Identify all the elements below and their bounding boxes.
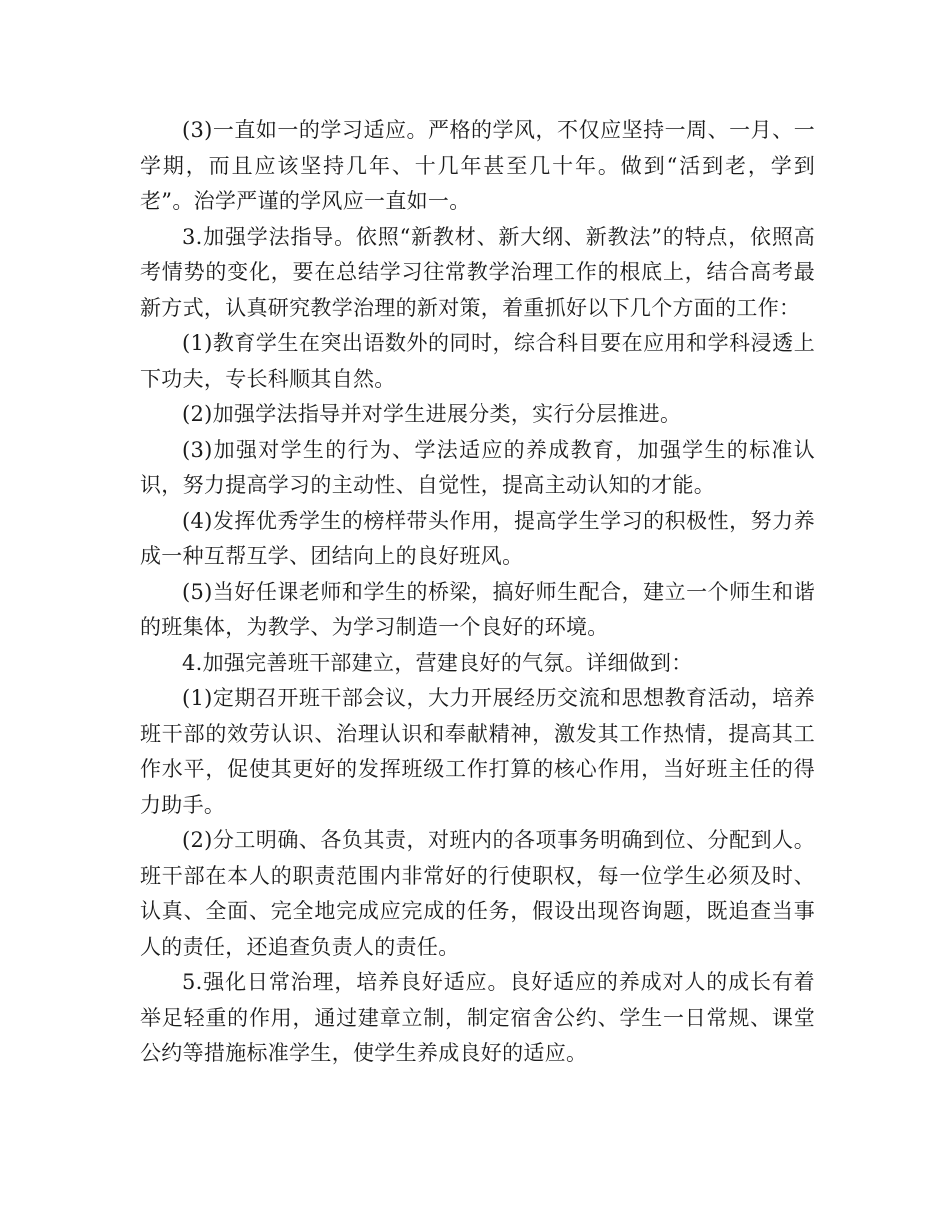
paragraph: 4.加强完善班干部建立，营建良好的气氛。详细做到： xyxy=(182,650,693,675)
paragraph: (4)发挥优秀学生的榜样带头作用，提高学生学习的积极性，努力养成一种互帮互学、团结向上的良好班风。 xyxy=(140,508,815,568)
paragraph: (1)教育学生在突出语数外的同时，综合科目要在应用和学科浸透上下功夫，专长科顺其自然。 xyxy=(140,331,815,391)
document-body xyxy=(140,113,815,1072)
paragraph: (2)加强学法指导并对学生进展分类，实行分层推进。 xyxy=(182,402,682,426)
paragraph: (5)当好任课老师和学生的桥梁，搞好师生配合，建立一个师生和谐的班集体，为教学、为学习制造一个良好的环境。 xyxy=(140,579,815,639)
paragraph: (3)一直如一的学习适应。严格的学风，不仅应坚持一周、一月、一学期，而且应该坚持几年、十几年甚至几十年。做到“活到老，学到老”。治学严谨的学风应一直如一。 xyxy=(140,118,815,213)
paragraph: (3)加强对学生的行为、学法适应的养成教育，加强学生的标准认识，努力提高学习的主动性、自觉性，提高主动认知的才能。 xyxy=(140,437,815,497)
paragraph: 5.强化日常治理，培养良好适应。良好适应的养成对人的成长有着举足轻重的作用，通过建章立制，制定宿舍公约、学生一日常规、课堂公约等措施标准学生，使学生养成良好的适应。 xyxy=(140,970,815,1065)
paragraph: (2)分工明确、各负其责，对班内的各项事务明确到位、分配到人。班干部在本人的职责范围内非常好的行使职权，每一位学生必须及时、认真、全面、完全地完成应完成的任务，假设出现咨询题，既追查当事人的责任，还追查负责人的责任。 xyxy=(140,828,815,959)
paragraph: 3.加强学法指导。依照“新教材、新大纲、新教法”的特点，依照高考情势的变化，要在总结学习往常教学治理工作的根底上，结合高考最新方式，认真研究教学治理的新对策，着重抓好以下几个方面的工作： xyxy=(140,224,815,320)
paragraph: (1)定期召开班干部会议，大力开展经历交流和思想教育活动，培养班干部的效劳认识、治理认识和奉献精神，激发其工作热情，提高其工作水平，促使其更好的发挥班级工作打算的核心作用，当好班主任的得力助手。 xyxy=(140,686,815,817)
